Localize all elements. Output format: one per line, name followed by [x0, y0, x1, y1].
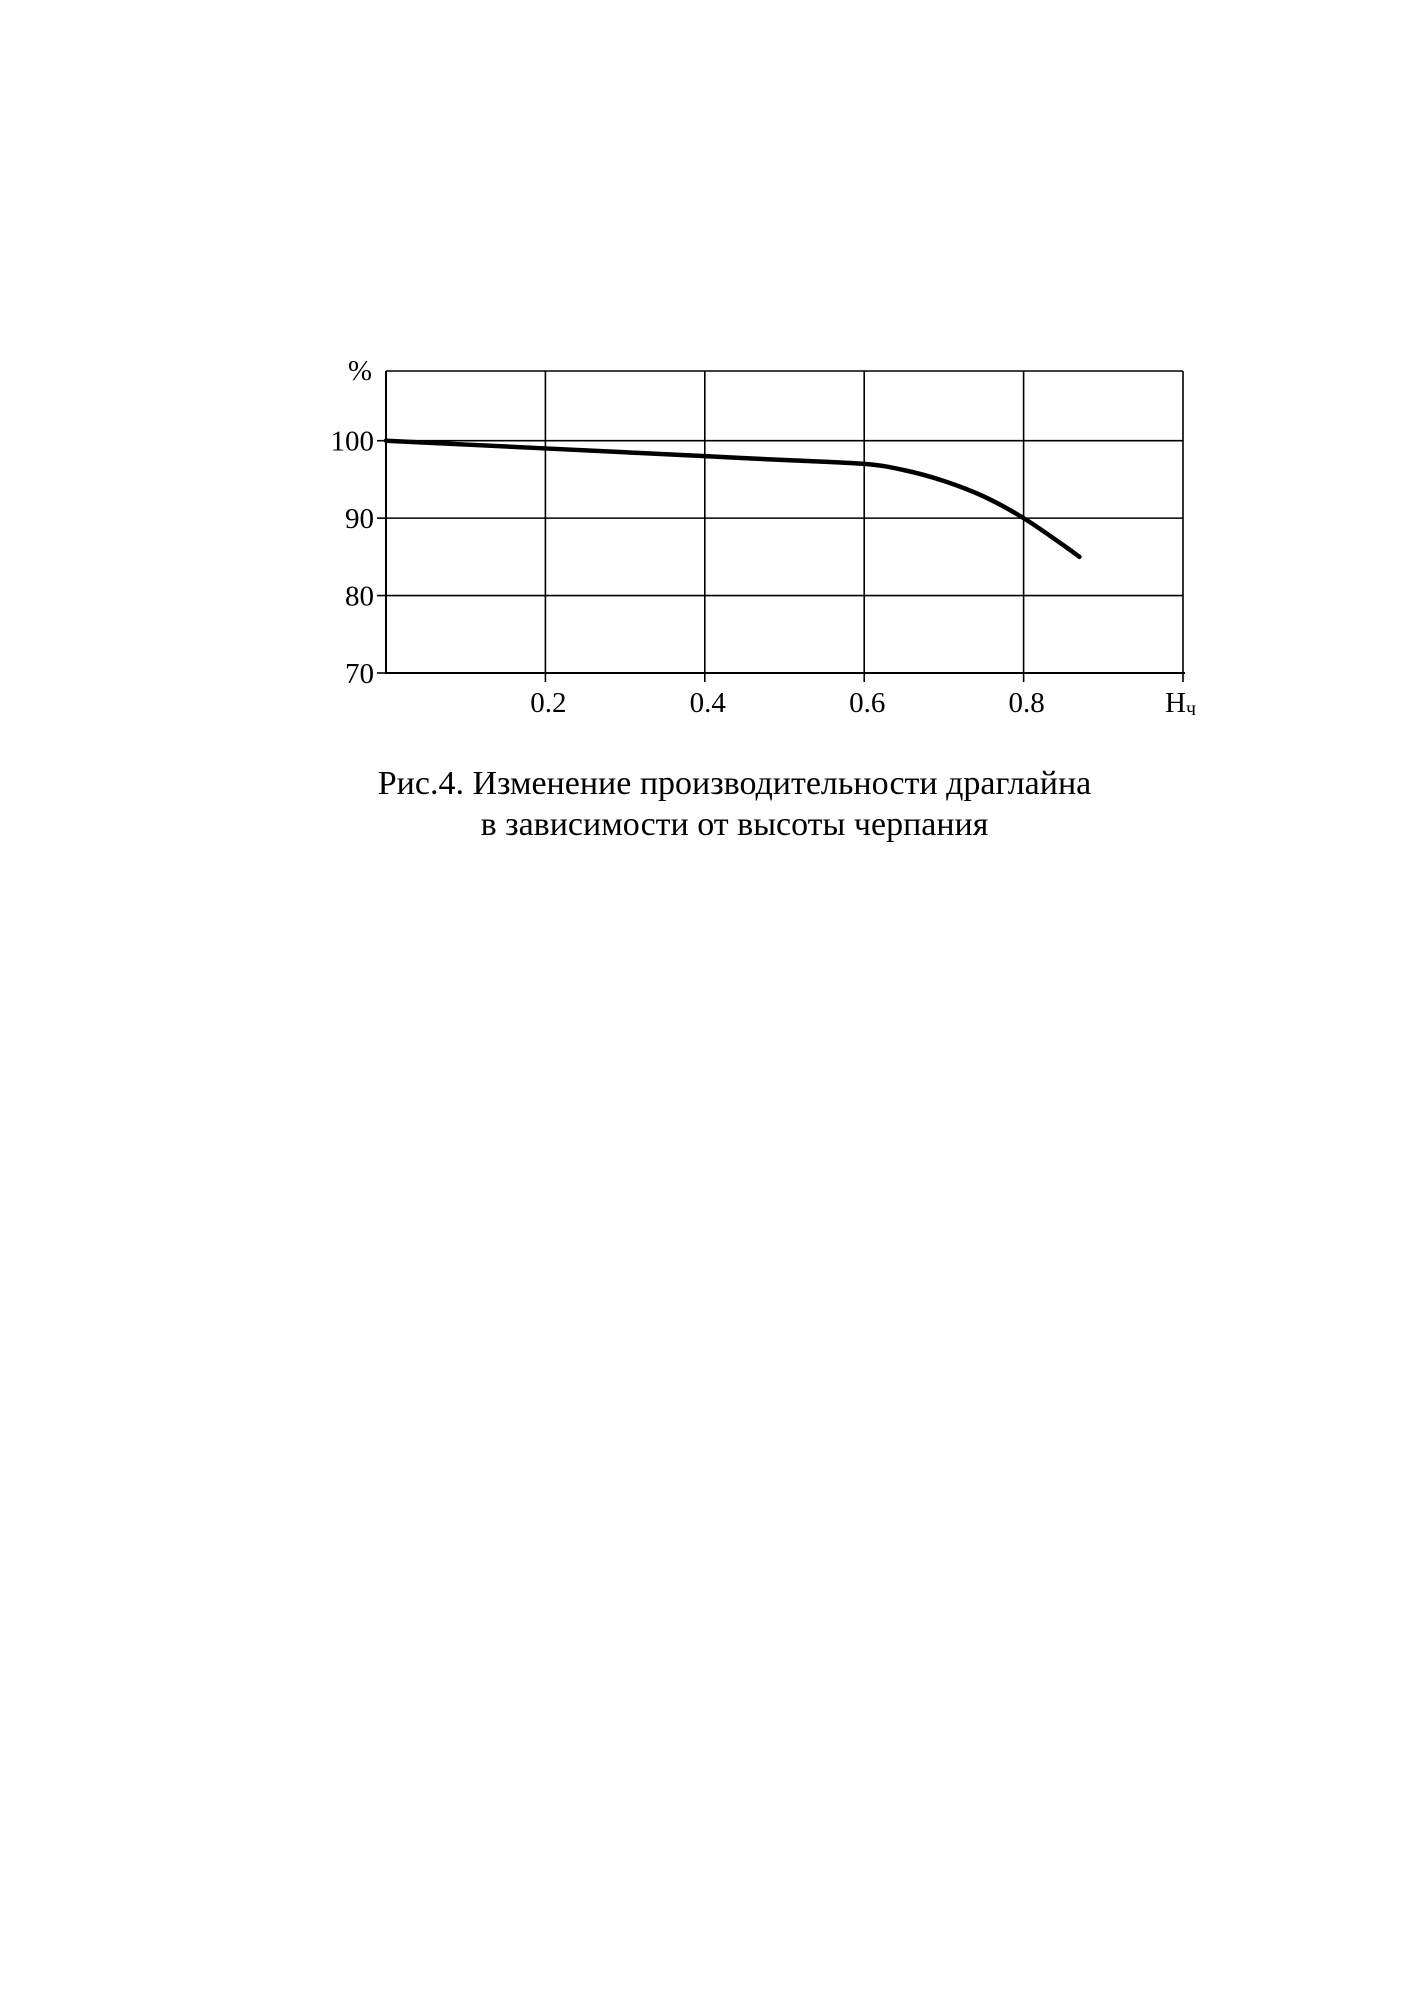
x-tick-label-2: 0.6: [849, 687, 886, 719]
x-axis-label: [1165, 687, 1196, 720]
figure: [0, 0, 1417, 900]
y-tick-label-1: 80: [345, 580, 374, 613]
x-tick-label-3: 0.8: [1008, 687, 1045, 719]
series-line-0: [386, 441, 1079, 557]
axes-layer: [377, 371, 1185, 682]
caption-line-1: Рис.4. Изменение производительности драглайна: [377, 765, 1092, 802]
y-tick-label-0: 70: [345, 658, 374, 690]
series-layer: [386, 441, 1079, 557]
x-tick-label-0: 0.2: [530, 687, 567, 719]
grid-layer: [386, 371, 1183, 673]
x-axis-label-subscript: ч: [1185, 698, 1197, 720]
caption-line-2: в зависимости от высоты черпания: [480, 806, 989, 843]
x-tick-label-1: 0.4: [689, 687, 726, 719]
y-tick-label-3: 100: [330, 425, 374, 458]
x-axis-label-main: H: [1165, 687, 1186, 719]
y-axis-label: %: [347, 355, 372, 387]
y-tick-label-2: 90: [345, 503, 374, 536]
labels-layer: [331, 355, 1197, 720]
